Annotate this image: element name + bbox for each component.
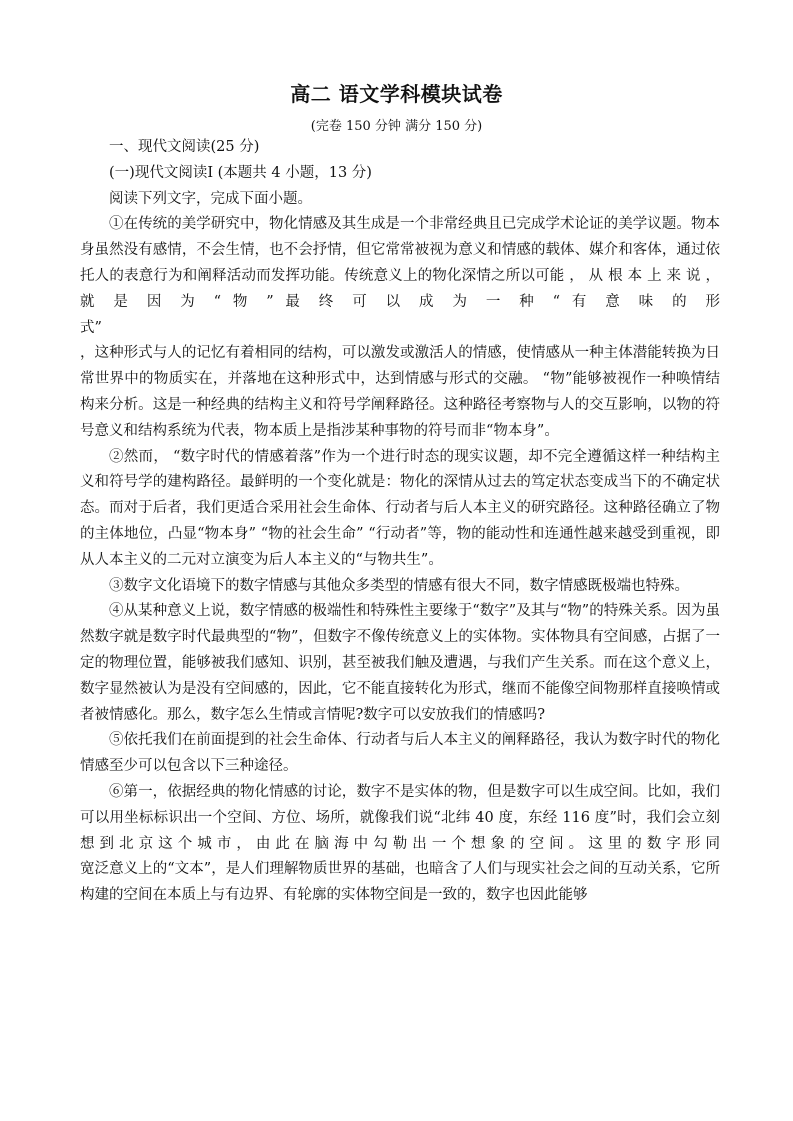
paragraph-5: ⑤依托我们在前面提到的社会生命体、行动者与后人本主义的阐释路径，我认为数字时代的物化情感至少可以包含以下三种途径。 — [80, 732, 720, 775]
paragraph-6b: 宽泛意义上的“文本”，是人们理解物质世界的基础，也暗含了人们与现实社会之间的互动关系，它所构建的空间在本质上与有边界、有轮廓的实体物空间是一致的，数字也因此能够 — [80, 861, 720, 904]
paragraph-6a: ⑥第一，依据经典的物化情感的讨论，数字不是实体的物，但是数字可以生成空间。比如，我们可以用坐标标识出一个空间、方位、场所，就像我们说“北纬 40 度，东经 116 度”时，我们会立刻想到北京这个城市，由此在脑海中勾勒出一个想象的空间。这里的数字形同 — [80, 783, 720, 852]
exam-title: 高二 语文学科模块试卷 — [290, 82, 503, 106]
paragraph-1b: 式” — [80, 319, 102, 336]
paragraph-4: ④从某种意义上说，数字情感的极端性和特殊性主要缘于“数字”及其与“物”的特殊关系。因为虽然数字就是数字时代最典型的“物”，但数字不像传统意义上的实体物。实体物具有空间感，占据了一定的物理位置，能够被我们感知、识别，甚至被我们触及遭遇，与我们产生关系。而在这个意义上，数字显然被认为是没有空间感的，因此，它不能直接转化为形式，继而不能像空间物那样直接唤情或者被情感化。那么，数字怎么生情或言情呢?数字可以安放我们的情感吗? — [80, 603, 720, 723]
reading-instruction: 阅读下列文字，完成下面小题。 — [109, 190, 312, 207]
paragraph-1c: ，这种形式与人的记忆有着相同的结构，可以激发或激活人的情感，使情感从一种主体潜能转换为日常世界中的物质实在，并落地在这种形式中，达到情感与形式的交融。 “物”能够被视作一种唤情结构来分析。这是一种经典的结构主义和符号学阐释路径。这种路径考察物与人的交互影响，以物的符号意义和结构系统为代表，物本质上是指涉某种事物的符号而非“物本身”。 — [80, 345, 720, 439]
subsection-heading: (一)现代文阅读Ⅰ (本题共 4 小题，13 分) — [109, 164, 372, 181]
section-heading: 一、现代文阅读(25 分) — [109, 139, 260, 155]
paragraph-1a: ①在传统的美学研究中，物化情感及其生成是一个非常经典且已完成学术论证的美学议题。物本身虽然没有感情，不会生情，也不会抒情，但它常常被视为意义和情感的载体、媒介和客体，通过依托人的表意行为和阐释活动而发挥功能。传统意义上的物化深情之所以可能 ， 从 根 本 上 来 说 ， 就 是 因 为 “ 物 ” 最 终 可 以 成 为 一 种 “ 有 意 味 的 形 — [80, 216, 720, 310]
exam-body — [80, 135, 720, 909]
paragraph-2: ②然而， “数字时代的情感着落”作为一个进行时态的现实议题，却不完全遵循这样一种结构主义和符号学的建构路径。最鲜明的一个变化就是：物化的深情从过去的笃定状态变成当下的不确定状态。而对于后者，我们更适合采用社会生命体、行动者与后人本主义的研究路径。这种路径确立了物的主体地位，凸显“物本身” “物的社会生命” “行动者”等，物的能动性和连通性越来越受到重视，即从人本主义的二元对立演变为后人本主义的“与物共生”。 — [80, 448, 720, 568]
paragraph-3: ③数字文化语境下的数字情感与其他众多类型的情感有很大不同，数字情感既极端也特殊。 — [109, 577, 689, 594]
exam-subtitle: (完卷 150 分钟 满分 150 分) — [310, 119, 483, 134]
